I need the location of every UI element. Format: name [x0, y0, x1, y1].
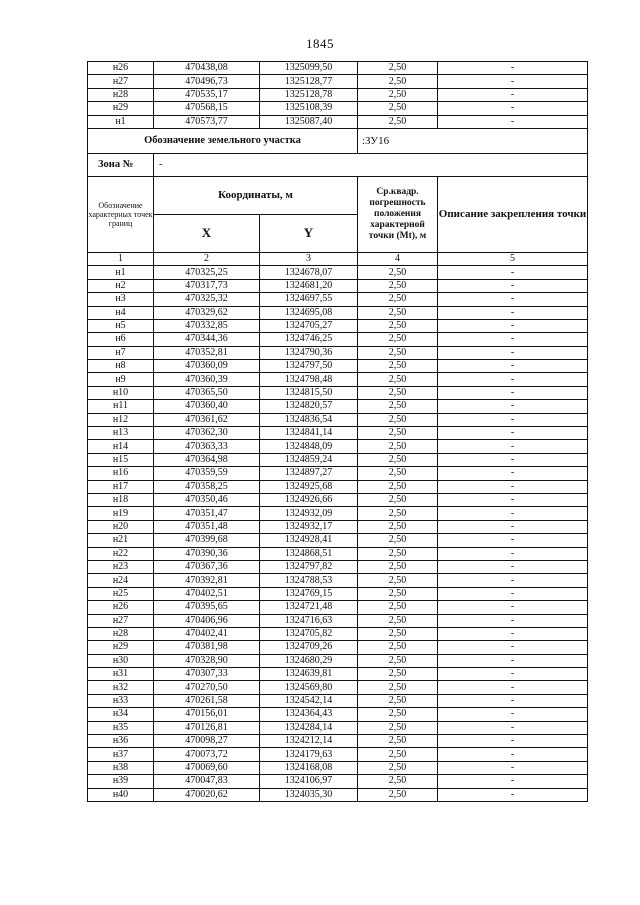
table-row: [88, 627, 588, 640]
cell-y: 1324932,09: [260, 507, 358, 520]
cell-x: 470535,17: [154, 88, 260, 101]
table-row: [88, 360, 588, 373]
cell-point: н27: [88, 614, 154, 627]
cell-description: -: [438, 493, 588, 506]
cell-description: -: [438, 400, 588, 413]
cell-accuracy: 2,50: [358, 306, 438, 319]
header-row-top: [88, 176, 588, 214]
cell-description: -: [438, 748, 588, 761]
cell-x: 470325,25: [154, 266, 260, 279]
header-description: Описание закрепления точки: [438, 176, 588, 252]
header-coordinates: Координаты, м: [154, 176, 358, 214]
cell-x: 470496,73: [154, 75, 260, 88]
cell-accuracy: 2,50: [358, 627, 438, 640]
cell-accuracy: 2,50: [358, 574, 438, 587]
cell-y: 1324769,15: [260, 587, 358, 600]
cell-description: -: [438, 507, 588, 520]
cell-point: н3: [88, 293, 154, 306]
cell-x: 470367,36: [154, 560, 260, 573]
cell-y: 1324697,55: [260, 293, 358, 306]
cell-point: н16: [88, 467, 154, 480]
cell-y: 1324897,27: [260, 467, 358, 480]
cell-description: -: [438, 88, 588, 101]
cell-x: 470392,81: [154, 574, 260, 587]
cell-description: -: [438, 587, 588, 600]
cell-accuracy: 2,50: [358, 560, 438, 573]
table-row: [88, 62, 588, 75]
cell-y: 1324859,24: [260, 453, 358, 466]
table-row: [88, 748, 588, 761]
cell-x: 470261,58: [154, 694, 260, 707]
cell-point: н11: [88, 400, 154, 413]
cell-point: н19: [88, 507, 154, 520]
cell-y: 1324168,08: [260, 761, 358, 774]
cell-accuracy: 2,50: [358, 708, 438, 721]
cell-x: 470399,68: [154, 534, 260, 547]
cell-y: 1324836,54: [260, 413, 358, 426]
cell-x: 470360,39: [154, 373, 260, 386]
cell-x: 470351,48: [154, 520, 260, 533]
cell-x: 470390,36: [154, 547, 260, 560]
cell-description: -: [438, 788, 588, 801]
cell-point: н29: [88, 102, 154, 115]
cell-point: н35: [88, 721, 154, 734]
cell-point: н30: [88, 654, 154, 667]
table-row: [88, 708, 588, 721]
cell-x: 470156,01: [154, 708, 260, 721]
cell-point: н22: [88, 547, 154, 560]
cell-accuracy: 2,50: [358, 346, 438, 359]
main-rows-group: [88, 266, 588, 802]
cell-y: 1324639,81: [260, 668, 358, 681]
cell-y: 1324797,82: [260, 560, 358, 573]
cell-accuracy: 2,50: [358, 641, 438, 654]
cell-description: -: [438, 534, 588, 547]
cell-accuracy: 2,50: [358, 721, 438, 734]
cell-point: н5: [88, 319, 154, 332]
cell-y: 1324284,14: [260, 721, 358, 734]
cell-y: 1324695,08: [260, 306, 358, 319]
table-row: [88, 453, 588, 466]
cell-description: -: [438, 721, 588, 734]
cell-x: 470351,47: [154, 507, 260, 520]
cell-description: -: [438, 668, 588, 681]
cell-point: н37: [88, 748, 154, 761]
cell-description: -: [438, 75, 588, 88]
cell-description: -: [438, 708, 588, 721]
table-row: [88, 641, 588, 654]
table-row: [88, 333, 588, 346]
cell-accuracy: 2,50: [358, 115, 438, 128]
cell-accuracy: 2,50: [358, 279, 438, 292]
cell-accuracy: 2,50: [358, 427, 438, 440]
cell-description: -: [438, 453, 588, 466]
cell-accuracy: 2,50: [358, 400, 438, 413]
cell-accuracy: 2,50: [358, 520, 438, 533]
cell-description: -: [438, 440, 588, 453]
cell-y: 1324678,07: [260, 266, 358, 279]
cell-y: 1324926,66: [260, 493, 358, 506]
table-row: [88, 102, 588, 115]
cell-x: 470325,32: [154, 293, 260, 306]
table-row: [88, 534, 588, 547]
table-row: [88, 427, 588, 440]
cell-description: -: [438, 681, 588, 694]
cell-description: -: [438, 333, 588, 346]
cell-y: 1324542,14: [260, 694, 358, 707]
cell-description: -: [438, 102, 588, 115]
cell-x: 470352,81: [154, 346, 260, 359]
table-row: [88, 386, 588, 399]
cell-description: -: [438, 641, 588, 654]
cell-description: -: [438, 761, 588, 774]
cell-point: н26: [88, 62, 154, 75]
cell-accuracy: 2,50: [358, 480, 438, 493]
cell-x: 470317,73: [154, 279, 260, 292]
cell-y: 1324841,14: [260, 427, 358, 440]
header-y: Y: [260, 214, 358, 252]
cell-accuracy: 2,50: [358, 748, 438, 761]
table-row: [88, 775, 588, 788]
cell-point: н21: [88, 534, 154, 547]
cell-y: 1324790,36: [260, 346, 358, 359]
cell-description: -: [438, 574, 588, 587]
cell-y: 1324925,68: [260, 480, 358, 493]
cell-description: -: [438, 373, 588, 386]
parcel-value: :ЗУ16: [358, 128, 588, 153]
cell-x: 470365,50: [154, 386, 260, 399]
table-row: [88, 88, 588, 101]
cell-description: -: [438, 601, 588, 614]
cell-y: 1324179,63: [260, 748, 358, 761]
header-point-designation: Обозначение характерных точек границ: [88, 176, 154, 252]
table-row: [88, 574, 588, 587]
cell-description: -: [438, 360, 588, 373]
cell-point: н10: [88, 386, 154, 399]
table-row: [88, 480, 588, 493]
header-x: X: [154, 214, 260, 252]
cell-accuracy: 2,50: [358, 493, 438, 506]
cell-description: -: [438, 520, 588, 533]
table-row: [88, 293, 588, 306]
cell-accuracy: 2,50: [358, 761, 438, 774]
cell-point: н7: [88, 346, 154, 359]
cell-y: 1324681,20: [260, 279, 358, 292]
cell-accuracy: 2,50: [358, 440, 438, 453]
cell-description: -: [438, 115, 588, 128]
cell-y: 1324212,14: [260, 735, 358, 748]
cell-x: 470395,65: [154, 601, 260, 614]
cell-accuracy: 2,50: [358, 75, 438, 88]
cell-point: н23: [88, 560, 154, 573]
cell-point: н27: [88, 75, 154, 88]
cell-accuracy: 2,50: [358, 775, 438, 788]
cell-y: 1325128,77: [260, 75, 358, 88]
cell-accuracy: 2,50: [358, 587, 438, 600]
table-row: [88, 587, 588, 600]
zone-row: [88, 153, 588, 176]
cell-x: 470047,83: [154, 775, 260, 788]
cell-point: н34: [88, 708, 154, 721]
parcel-row: [88, 128, 588, 153]
cell-accuracy: 2,50: [358, 654, 438, 667]
cell-x: 470270,50: [154, 681, 260, 694]
cell-accuracy: 2,50: [358, 88, 438, 101]
cell-y: 1325108,39: [260, 102, 358, 115]
column-number: 3: [260, 252, 358, 265]
cell-y: 1324716,63: [260, 614, 358, 627]
cell-point: н13: [88, 427, 154, 440]
table-row: [88, 306, 588, 319]
cell-accuracy: 2,50: [358, 507, 438, 520]
cell-x: 470402,41: [154, 627, 260, 640]
cell-point: н29: [88, 641, 154, 654]
cell-point: н20: [88, 520, 154, 533]
cell-accuracy: 2,50: [358, 293, 438, 306]
cell-description: -: [438, 293, 588, 306]
cell-y: 1324820,57: [260, 400, 358, 413]
cell-accuracy: 2,50: [358, 668, 438, 681]
table-row: [88, 601, 588, 614]
page-number: 1845: [306, 36, 334, 51]
cell-y: 1324106,97: [260, 775, 358, 788]
cell-accuracy: 2,50: [358, 614, 438, 627]
cell-description: -: [438, 775, 588, 788]
cell-description: -: [438, 306, 588, 319]
cell-point: н12: [88, 413, 154, 426]
cell-description: -: [438, 413, 588, 426]
cell-x: 470402,51: [154, 587, 260, 600]
table-row: [88, 115, 588, 128]
cell-x: 470359,59: [154, 467, 260, 480]
cell-y: 1324705,82: [260, 627, 358, 640]
cell-point: н31: [88, 668, 154, 681]
table-row: [88, 560, 588, 573]
cell-description: -: [438, 346, 588, 359]
cell-point: н28: [88, 88, 154, 101]
table-row: [88, 761, 588, 774]
table-row: [88, 75, 588, 88]
cell-accuracy: 2,50: [358, 373, 438, 386]
cell-x: 470364,98: [154, 453, 260, 466]
cell-x: 470360,40: [154, 400, 260, 413]
table-row: [88, 520, 588, 533]
cell-x: 470328,90: [154, 654, 260, 667]
column-number-row: [88, 252, 588, 265]
header-group: [88, 128, 588, 265]
cell-description: -: [438, 467, 588, 480]
cell-point: н38: [88, 761, 154, 774]
cell-x: 470381,98: [154, 641, 260, 654]
column-number: 1: [88, 252, 154, 265]
cell-accuracy: 2,50: [358, 681, 438, 694]
cell-accuracy: 2,50: [358, 102, 438, 115]
cell-point: н4: [88, 306, 154, 319]
cell-y: 1324788,53: [260, 574, 358, 587]
cell-x: 470358,25: [154, 480, 260, 493]
cell-description: -: [438, 735, 588, 748]
cell-point: н1: [88, 115, 154, 128]
table-row: [88, 346, 588, 359]
cell-description: -: [438, 547, 588, 560]
cell-point: н33: [88, 694, 154, 707]
cell-y: 1324364,43: [260, 708, 358, 721]
cell-description: -: [438, 480, 588, 493]
cell-description: -: [438, 614, 588, 627]
cell-y: 1324848,09: [260, 440, 358, 453]
table-row: [88, 694, 588, 707]
table-row: [88, 668, 588, 681]
cell-accuracy: 2,50: [358, 694, 438, 707]
cell-y: 1324868,51: [260, 547, 358, 560]
cell-y: 1324815,50: [260, 386, 358, 399]
cell-point: н40: [88, 788, 154, 801]
cell-y: 1324746,25: [260, 333, 358, 346]
cell-point: н36: [88, 735, 154, 748]
cell-x: 470363,33: [154, 440, 260, 453]
cell-accuracy: 2,50: [358, 534, 438, 547]
cell-point: н32: [88, 681, 154, 694]
cell-accuracy: 2,50: [358, 467, 438, 480]
cell-x: 470069,60: [154, 761, 260, 774]
table-row: [88, 493, 588, 506]
cell-accuracy: 2,50: [358, 413, 438, 426]
cell-description: -: [438, 319, 588, 332]
table-row: [88, 735, 588, 748]
zone-label: Зона №: [88, 153, 154, 176]
cell-y: 1324569,80: [260, 681, 358, 694]
cell-accuracy: 2,50: [358, 735, 438, 748]
cell-y: 1324721,48: [260, 601, 358, 614]
cell-y: 1324709,26: [260, 641, 358, 654]
cell-y: 1324798,48: [260, 373, 358, 386]
cell-description: -: [438, 279, 588, 292]
cell-y: 1324680,29: [260, 654, 358, 667]
table-row: [88, 373, 588, 386]
cell-point: н2: [88, 279, 154, 292]
cell-x: 470344,36: [154, 333, 260, 346]
cell-x: 470307,33: [154, 668, 260, 681]
cell-description: -: [438, 62, 588, 75]
cell-accuracy: 2,50: [358, 360, 438, 373]
column-number: 5: [438, 252, 588, 265]
cell-description: -: [438, 427, 588, 440]
top-rows-group: [88, 62, 588, 129]
cell-accuracy: 2,50: [358, 386, 438, 399]
cell-description: -: [438, 560, 588, 573]
coordinates-table: [87, 61, 588, 802]
cell-y: 1324797,50: [260, 360, 358, 373]
cell-point: н39: [88, 775, 154, 788]
table-row: [88, 654, 588, 667]
table-row: [88, 788, 588, 801]
cell-point: н6: [88, 333, 154, 346]
cell-point: н15: [88, 453, 154, 466]
parcel-label: Обозначение земельного участка: [88, 128, 358, 153]
cell-description: -: [438, 654, 588, 667]
cell-description: -: [438, 694, 588, 707]
table-row: [88, 467, 588, 480]
cell-y: 1325099,50: [260, 62, 358, 75]
cell-point: н14: [88, 440, 154, 453]
cell-point: н9: [88, 373, 154, 386]
table-row: [88, 440, 588, 453]
cell-x: 470098,27: [154, 735, 260, 748]
cell-x: 470406,96: [154, 614, 260, 627]
cell-x: 470332,85: [154, 319, 260, 332]
cell-x: 470360,09: [154, 360, 260, 373]
cell-point: н17: [88, 480, 154, 493]
cell-point: н28: [88, 627, 154, 640]
cell-y: 1325087,40: [260, 115, 358, 128]
cell-point: н25: [88, 587, 154, 600]
cell-x: 470073,72: [154, 748, 260, 761]
cell-description: -: [438, 266, 588, 279]
cell-description: -: [438, 627, 588, 640]
cell-x: 470020,62: [154, 788, 260, 801]
cell-accuracy: 2,50: [358, 333, 438, 346]
table-row: [88, 507, 588, 520]
cell-y: 1324035,30: [260, 788, 358, 801]
cell-accuracy: 2,50: [358, 601, 438, 614]
cell-accuracy: 2,50: [358, 319, 438, 332]
zone-value: -: [154, 153, 588, 176]
table-row: [88, 266, 588, 279]
cell-accuracy: 2,50: [358, 266, 438, 279]
table-row: [88, 681, 588, 694]
table-row: [88, 400, 588, 413]
cell-point: н8: [88, 360, 154, 373]
table-row: [88, 721, 588, 734]
cell-point: н26: [88, 601, 154, 614]
cell-x: 470361,62: [154, 413, 260, 426]
cell-accuracy: 2,50: [358, 62, 438, 75]
cell-x: 470362,30: [154, 427, 260, 440]
cell-x: 470573,77: [154, 115, 260, 128]
header-accuracy: Ср.квадр. погрешность положения характерной точки (Mt), м: [358, 176, 438, 252]
cell-x: 470438,08: [154, 62, 260, 75]
cell-x: 470329,62: [154, 306, 260, 319]
table-row: [88, 279, 588, 292]
cell-x: 470350,46: [154, 493, 260, 506]
cell-accuracy: 2,50: [358, 547, 438, 560]
cell-accuracy: 2,50: [358, 788, 438, 801]
cell-y: 1324705,27: [260, 319, 358, 332]
table-row: [88, 547, 588, 560]
table-row: [88, 413, 588, 426]
cell-point: н18: [88, 493, 154, 506]
table-row: [88, 614, 588, 627]
cell-y: 1324932,17: [260, 520, 358, 533]
cell-x: 470568,15: [154, 102, 260, 115]
cell-description: -: [438, 386, 588, 399]
cell-point: н1: [88, 266, 154, 279]
cell-accuracy: 2,50: [358, 453, 438, 466]
column-number: 2: [154, 252, 260, 265]
table-row: [88, 319, 588, 332]
cell-y: 1325128,78: [260, 88, 358, 101]
cell-point: н24: [88, 574, 154, 587]
cell-x: 470126,81: [154, 721, 260, 734]
cell-y: 1324928,41: [260, 534, 358, 547]
column-number: 4: [358, 252, 438, 265]
